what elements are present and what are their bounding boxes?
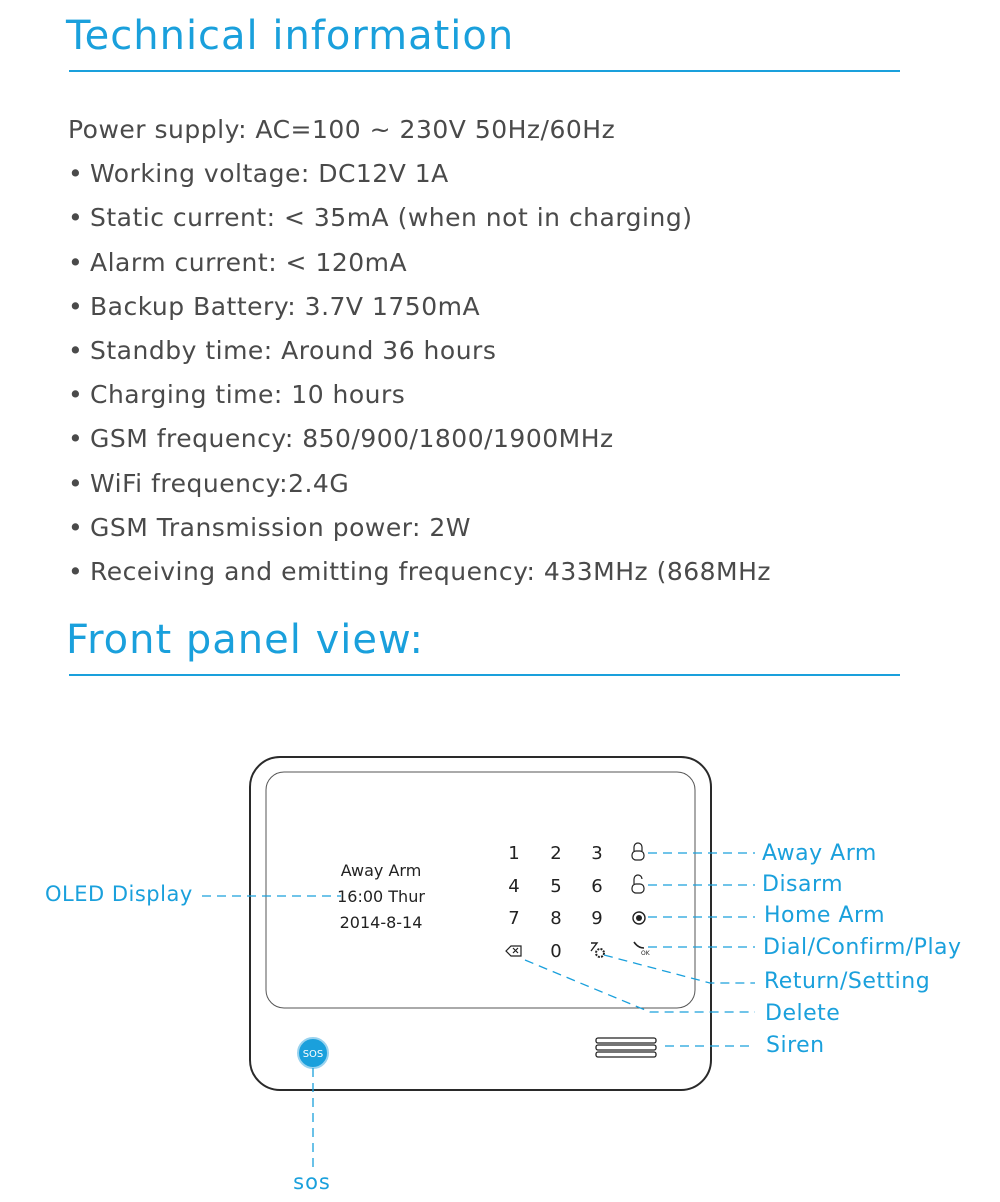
key-3[interactable]: 3 [591,843,603,864]
sos-button-label: SOS [302,1049,324,1060]
spec-item: • GSM frequency: 850/900/1800/1900MHz [68,421,771,465]
delete-label: Delete [765,1001,841,1026]
key-8[interactable]: 8 [550,908,562,929]
bullet-icon: • [68,512,84,542]
home-arm-label: Home Arm [764,903,886,928]
spec-power-supply: Power supply: AC=100 ~ 230V 50Hz/60Hz [68,115,616,144]
svg-text:OK: OK [641,950,650,957]
bullet-icon: • [68,556,84,586]
display-panel [266,772,695,1008]
siren-grille-icon [596,1038,656,1057]
spec-item: • GSM Transmission power: 2W [68,510,771,554]
oled-display-label: OLED Display [45,882,193,906]
bullet-icon: • [68,424,84,454]
key-4[interactable]: 4 [508,876,520,897]
spec-item: • Receiving and emitting frequency: 433MHz (868MHz [68,554,771,598]
key-5[interactable]: 5 [550,876,562,897]
bullet-icon: • [68,203,84,233]
bullet-icon: • [68,335,84,365]
technical-info-title: Technical information [66,13,515,59]
bullet-icon: • [68,291,84,321]
bullet-icon: • [68,159,84,189]
sos-label: sos [293,1170,331,1194]
away-arm-label: Away Arm [762,841,877,866]
key-6[interactable]: 6 [591,876,603,897]
key-7[interactable]: 7 [508,908,520,929]
key-0[interactable]: 0 [550,941,562,962]
bullet-icon: • [68,468,84,498]
display-date-text: 2014-8-14 [339,913,423,932]
spec-item: • Charging time: 10 hours [68,377,771,421]
key-2[interactable]: 2 [550,843,562,864]
spec-item: • Alarm current: < 120mA [68,245,771,289]
dial-confirm-play-label: Dial/Confirm/Play [763,935,962,960]
display-mode-text: Away Arm [340,861,422,880]
return-setting-label: Return/Setting [764,969,931,994]
bullet-icon: • [68,247,84,277]
siren-label: Siren [766,1033,825,1058]
spec-item: • WiFi frequency:2.4G [68,466,771,510]
spec-item: • Working voltage: DC12V 1A [68,156,771,200]
disarm-label: Disarm [762,872,844,897]
spec-item: • Standby time: Around 36 hours [68,333,771,377]
display-time-text: 16:00 Thur [337,887,425,906]
front-panel-title: Front panel view: [66,617,424,663]
spec-item: • Backup Battery: 3.7V 1750mA [68,289,771,333]
key-9[interactable]: 9 [591,908,603,929]
bullet-icon: • [68,380,84,410]
key-1[interactable]: 1 [508,843,520,864]
spec-item: • Static current: < 35mA (when not in charging) [68,200,771,244]
